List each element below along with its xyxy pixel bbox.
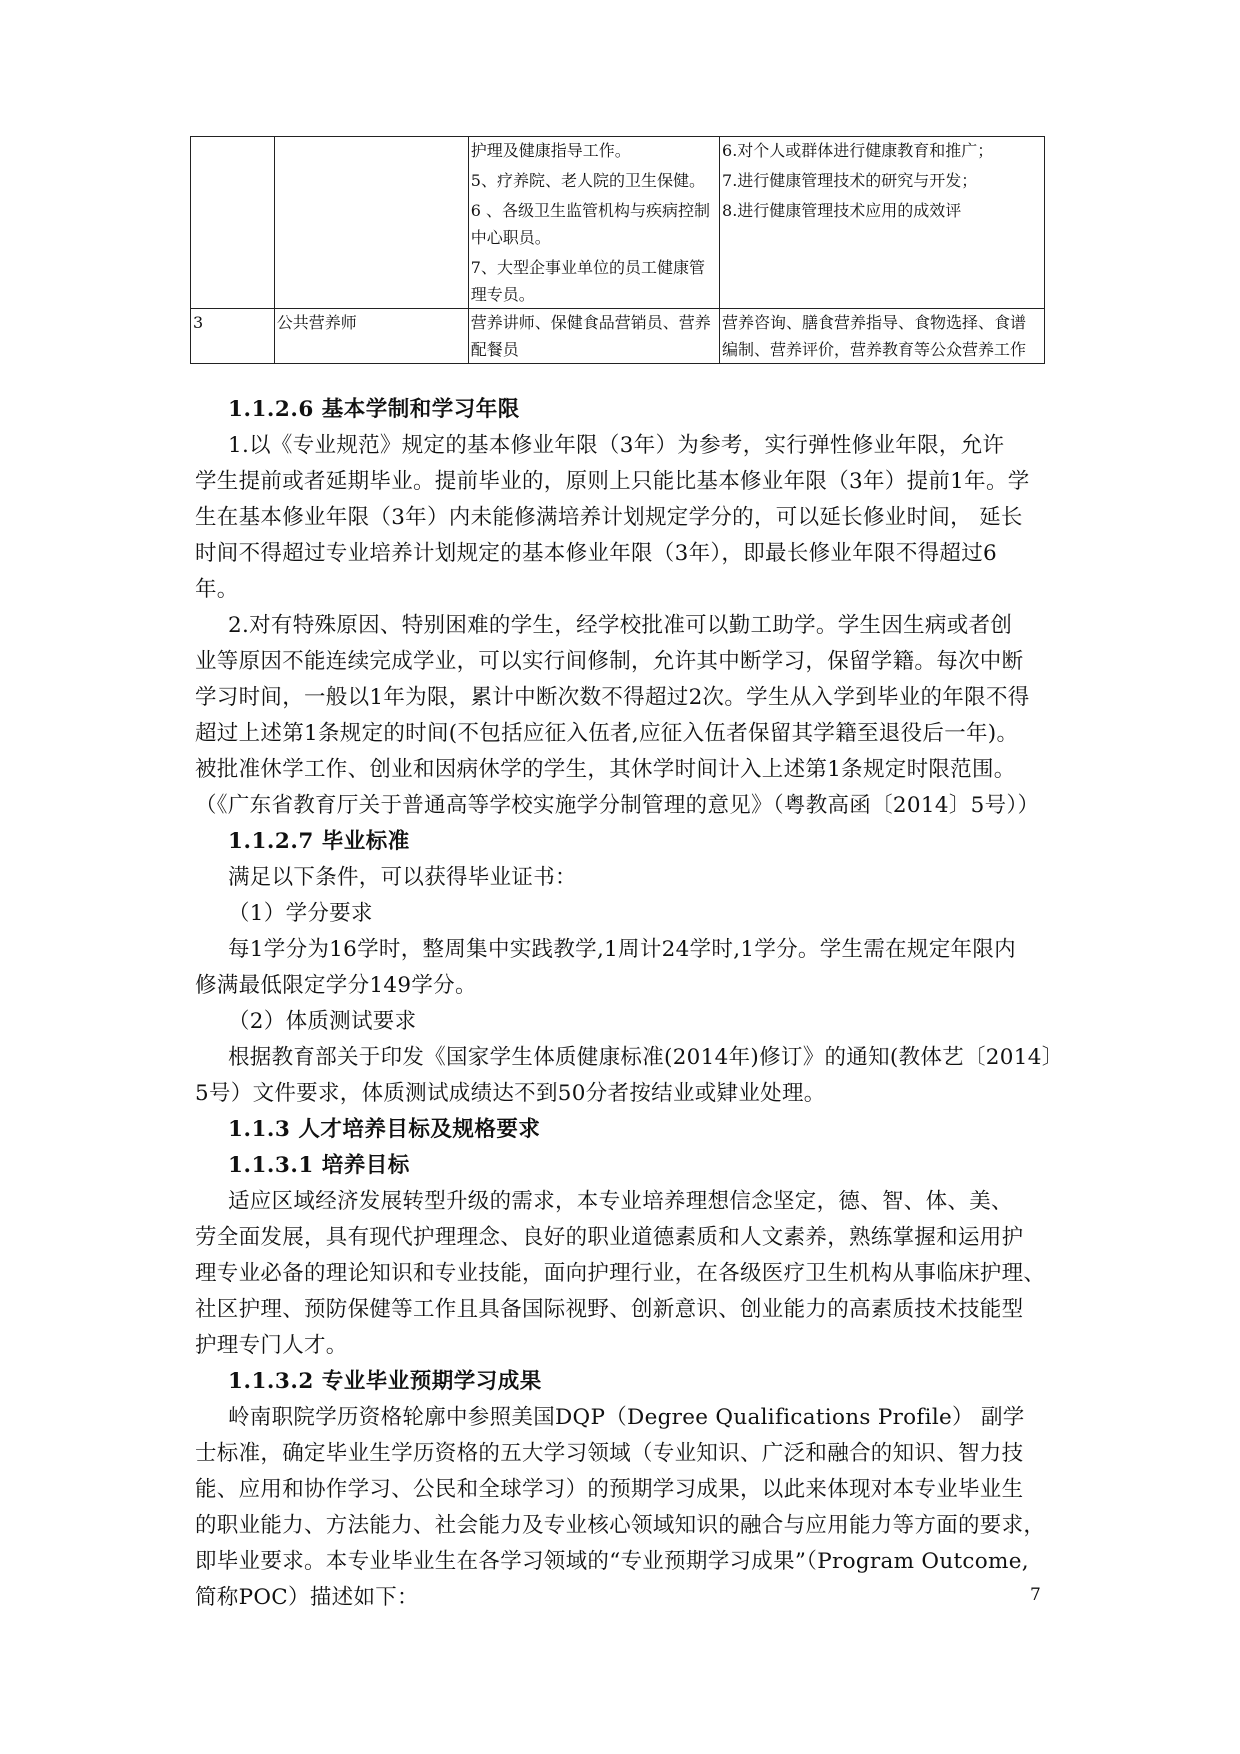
text-line: 超过上述第1条规定的时间(不包括应征入伍者,应征入伍者保留其学籍至退役后一年)。 xyxy=(195,721,1019,746)
text-line: 劳全面发展，具有现代护理理念、良好的职业道德素质和人文素养，熟练掌握和运用护 xyxy=(195,1225,1024,1250)
text-line: 业等原因不能连续完成学业，可以实行间修制，允许其中断学习，保留学籍。每次中断 xyxy=(195,649,1024,674)
text-line: 的职业能力、方法能力、社会能力及专业核心领域知识的融合与应用能力等方面的要求， xyxy=(195,1513,1046,1538)
text-line: 5号）文件要求，体质测试成绩达不到50分者按结业或肄业处理。 xyxy=(195,1081,826,1106)
subheading: （2）体质测试要求 xyxy=(228,1009,417,1034)
text-line: 每1学分为16学时，整周集中实践教学,1周计24学时,1学分。学生需在规定年限内 xyxy=(228,937,1016,962)
table-cell-title: 公共营养师 xyxy=(274,309,468,364)
text-line: 学生提前或者延期毕业。提前毕业的，原则上只能比基本修业年限（3年）提前1年。学 xyxy=(195,469,1030,494)
section-heading: 1.1.3.2 专业毕业预期学习成果 xyxy=(228,1369,542,1394)
table-cell-positions: 营养讲师、保健食品营销员、营养配餐员 xyxy=(468,309,719,364)
table-cell-positions xyxy=(468,137,719,309)
table-cell-title xyxy=(274,137,468,309)
text-line: 能、应用和协作学习、公民和全球学习）的预期学习成果，以此来体现对本专业毕业生 xyxy=(195,1477,1024,1502)
position-item: 护理及健康指导工作。 xyxy=(470,141,631,160)
text-line: 岭南职院学历资格轮廓中参照美国DQP（Degree Qualifications Profile） 副学 xyxy=(228,1405,1025,1430)
table-row xyxy=(191,309,1045,364)
section-heading: 1.1.3.1 培养目标 xyxy=(228,1153,410,1178)
text-line: 根据教育部关于印发《国家学生体质健康标准(2014年)修订》的通知(教体艺〔2014〕 xyxy=(228,1045,1064,1070)
document-body xyxy=(195,392,1113,1616)
paragraph xyxy=(195,1400,1113,1616)
text-line: 2.对有特殊原因、特别困难的学生，经学校批准可以勤工助学。学生因生病或者创 xyxy=(228,613,1013,638)
paragraph xyxy=(195,608,1113,824)
table-cell-duties: 营养咨询、膳食营养指导、食物选择、食谱编制、营养评价，营养教育等公众营养工作 xyxy=(720,309,1045,364)
text-line: 被批准休学工作、创业和因病休学的学生，其休学时间计入上述第1条规定时限范围。 xyxy=(195,757,1016,782)
paragraph xyxy=(195,1184,1113,1364)
table-cell-number xyxy=(191,137,275,309)
table-cell-number: 3 xyxy=(191,309,275,364)
position-item: 7、大型企事业单位的员工健康管理专员。 xyxy=(470,258,705,304)
position-item: 6 、各级卫生监管机构与疾病控制中心职员。 xyxy=(470,201,711,247)
text-line: 简称POC）描述如下： xyxy=(195,1585,419,1610)
section-heading: 1.1.3 人才培养目标及规格要求 xyxy=(228,1117,541,1142)
text-line: 时间不得超过专业培养计划规定的基本修业年限（3年），即最长修业年限不得超过6 xyxy=(195,541,998,566)
text-line: 即毕业要求。本专业毕业生在各学习领域的“专业预期学习成果”（Program Outcome, xyxy=(195,1549,1029,1574)
text-line: 1.以《专业规范》规定的基本修业年限（3年）为参考，实行弹性修业年限，允许 xyxy=(228,433,1005,458)
text-line: 理专业必备的理论知识和专业技能，面向护理行业，在各级医疗卫生机构从事临床护理、 xyxy=(195,1261,1046,1286)
table-cell-duties xyxy=(720,137,1045,309)
table-row xyxy=(191,137,1045,309)
text-line: 士标准，确定毕业生学历资格的五大学习领域（专业知识、广泛和融合的知识、智力技 xyxy=(195,1441,1024,1466)
occupation-table xyxy=(190,136,1045,364)
paragraph xyxy=(195,428,1113,608)
text-line: 护理专门人才。 xyxy=(195,1333,348,1358)
paragraph xyxy=(195,1040,1113,1112)
paragraph xyxy=(195,932,1113,1004)
duty-item: 8.进行健康管理技术应用的成效评 xyxy=(722,201,962,220)
paragraph: 满足以下条件，可以获得毕业证书： xyxy=(228,865,577,890)
text-line: 学习时间，一般以1年为限，累计中断次数不得超过2次。学生从入学到毕业的年限不得 xyxy=(195,685,1030,710)
text-line: 社区护理、预防保健等工作且具备国际视野、创新意识、创业能力的高素质技术技能型 xyxy=(195,1297,1024,1322)
text-line: （《广东省教育厅关于普通高等学校实施学分制管理的意见》（粤教高函〔2014〕5号）） xyxy=(195,793,1040,818)
text-line: 生在基本修业年限（3年）内未能修满培养计划规定学分的，可以延长修业时间， 延长 xyxy=(195,505,1023,530)
duty-item: 7.进行健康管理技术的研究与开发； xyxy=(722,171,978,190)
text-line: 适应区域经济发展转型升级的需求，本专业培养理想信念坚定，德、智、体、美、 xyxy=(228,1189,1013,1214)
text-line: 年。 xyxy=(195,577,239,602)
section-heading: 1.1.2.6 基本学制和学习年限 xyxy=(228,397,520,422)
page-number: 7 xyxy=(1030,1585,1041,1605)
duty-item: 6.对个人或群体进行健康教育和推广； xyxy=(722,141,994,160)
section-heading: 1.1.2.7 毕业标准 xyxy=(228,829,410,854)
subheading: （1）学分要求 xyxy=(228,901,373,926)
position-item: 5、疗养院、老人院的卫生保健。 xyxy=(470,171,705,190)
text-line: 修满最低限定学分149学分。 xyxy=(195,973,477,998)
